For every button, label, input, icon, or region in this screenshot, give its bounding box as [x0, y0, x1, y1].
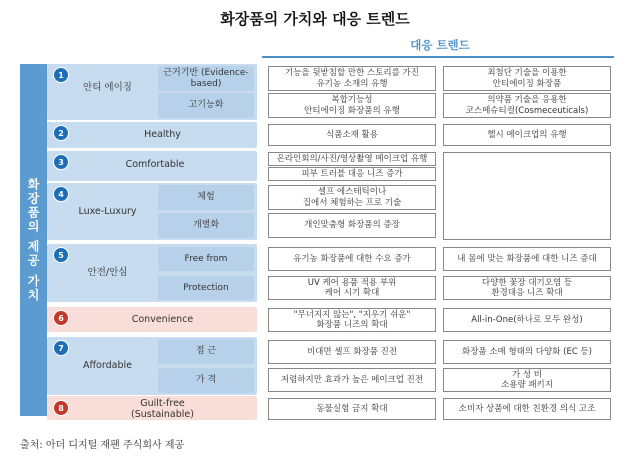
trend-cell: UV 케어 용품 적용 부위 케어 시기 확대: [268, 276, 436, 300]
sub-personalize: 개별화: [158, 213, 254, 238]
badge-1: 1: [53, 67, 69, 83]
label-safety: 안전/안심: [87, 267, 128, 278]
trend-cell: 복합기능성 안티에이징 화장품의 유행: [268, 93, 436, 118]
badge-3: 3: [53, 154, 69, 170]
trend-cell: 유기농 화장품에 대한 수요 증가: [268, 247, 436, 271]
label-guilt-free: Guilt-free (Sustainable): [131, 398, 194, 421]
trend-cell: 소비자 상품에 대한 친환경 의식 고조: [443, 398, 611, 420]
trend-cell: 다양한 꽃장 대기오염 등 환경대응 니즈 확대: [443, 276, 611, 300]
header-divider: [262, 56, 614, 58]
trend-cell: 온라인회의/사진/영상촬영 메이크업 유행: [268, 152, 436, 166]
page-title: 화장품의 가치와 대응 트렌드: [220, 10, 410, 28]
label-luxury: Luxe-Luxury: [78, 206, 137, 217]
trend-cell: 내 몸에 맞는 화장품에 대한 니즈 증대: [443, 247, 611, 271]
trend-cell-merged: [443, 152, 611, 240]
trend-cell: 셀프 에스테틱이나 집에서 체험하는 프로 기술: [268, 185, 436, 210]
badge-2: 2: [53, 125, 69, 141]
sub-protection: Protection: [158, 276, 254, 300]
trend-cell: 의약품 기술을 응용한 코스메슈티컬(Cosmeceuticals): [443, 93, 611, 118]
trend-cell: 저렴하지만 효과가 높은 메이크업 진전: [268, 368, 436, 392]
trend-cell: 식품소재 활용: [268, 124, 436, 146]
label-healthy: Healthy: [144, 129, 181, 140]
trend-cell: 피부 트러블 대응 니즈 증가: [268, 167, 436, 181]
trend-cell: 헬시 메이크업의 유행: [443, 124, 611, 146]
trend-cell: 비대면 셀프 화장품 진전: [268, 340, 436, 364]
label-comfortable: Comfortable: [125, 159, 185, 170]
label-convenience: Convenience: [131, 314, 194, 325]
badge-5: 5: [53, 247, 69, 263]
sidebar-label: 화장품의 제공 가치: [20, 64, 47, 416]
trend-cell: 가 성 비 소용량 패키지: [443, 368, 611, 392]
trend-cell: 기능을 뒷받침할 만한 스토리를 가진 유기농 소재의 유행: [268, 66, 436, 91]
trend-cell: 화장품 소매 형태의 다양화 (EC 등): [443, 340, 611, 364]
sub-evidence-based: 근거기반 (Evidence-based): [158, 66, 254, 91]
trend-cell: All-in-One(하나로 모두 완성): [443, 308, 611, 332]
sub-high-function: 고기능화: [158, 93, 254, 118]
trend-header: 대응 트렌드: [410, 38, 470, 52]
sub-access: 접 근: [158, 339, 254, 364]
source-note: 출처: 아더 디지털 재팬 주식회사 제공: [20, 440, 185, 451]
label-anti-aging: 안티 에이징: [83, 82, 132, 93]
badge-6: 6: [53, 310, 69, 326]
trend-cell: 동물실험 금지 확대: [268, 398, 436, 420]
trend-cell: "무너지지 않는", "지우기 쉬운" 화장품 니즈의 확대: [268, 308, 436, 332]
trend-cell: 개인맞춤형 화장품의 증장: [268, 213, 436, 238]
sub-free-from: Free from: [158, 247, 254, 271]
sub-price: 가 격: [158, 368, 254, 393]
trend-cell: 최첨단 기술을 이용한 안티에이징 화장품: [443, 66, 611, 91]
badge-8: 8: [53, 400, 69, 416]
badge-7: 7: [53, 340, 69, 356]
sub-experience: 체험: [158, 185, 254, 210]
label-affordable: Affordable: [83, 360, 132, 371]
badge-4: 4: [53, 186, 69, 202]
